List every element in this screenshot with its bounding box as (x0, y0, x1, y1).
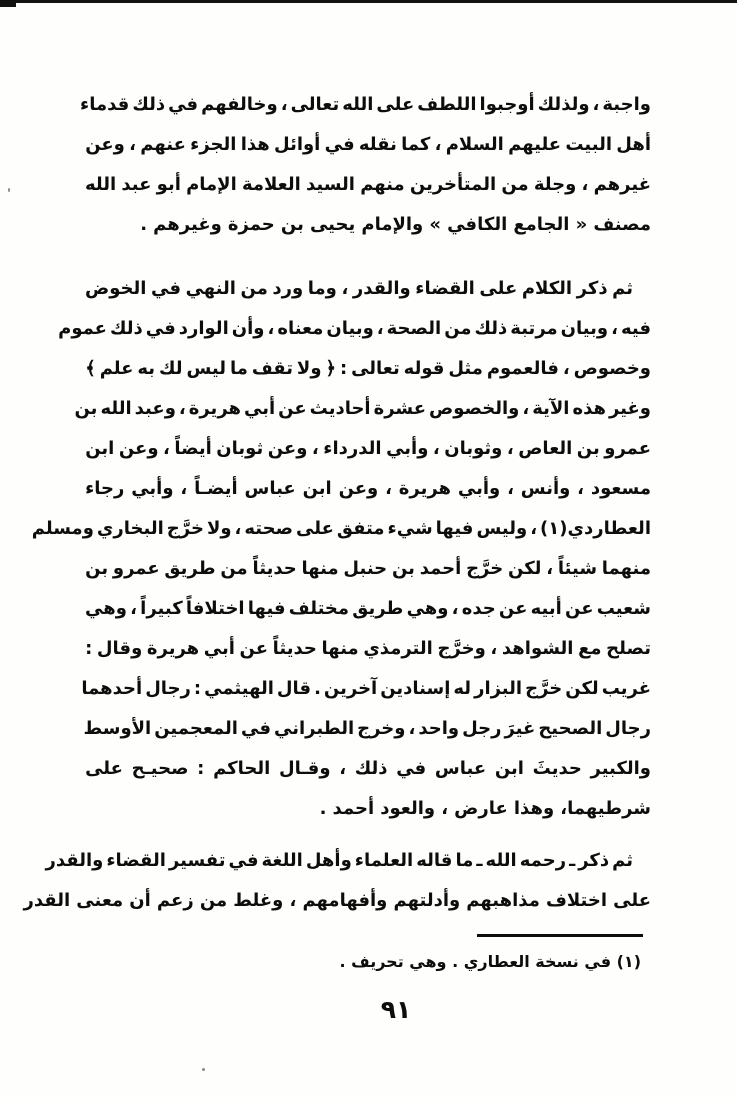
word: وخرج (357, 717, 406, 739)
word: شعيب (596, 597, 651, 619)
word: وهي (406, 597, 449, 619)
word: البزار (474, 677, 523, 699)
word: رحمه (519, 849, 567, 871)
word: الأوسط (83, 717, 152, 739)
word: الآية (532, 397, 570, 419)
word: شيئاً (557, 557, 598, 579)
word: طريق (352, 597, 404, 619)
word: الحاكم (213, 757, 271, 779)
word: أن (129, 889, 151, 911)
word: ما (229, 357, 248, 379)
word: ، (434, 133, 442, 155)
word: منها (321, 637, 359, 659)
word: . (140, 213, 148, 235)
word: والكبير (590, 757, 651, 779)
word: ، (311, 437, 319, 459)
word: القدر (23, 889, 71, 911)
word: فالعموم (486, 357, 559, 379)
text-line (80, 84, 651, 124)
word: عشرة (373, 397, 427, 419)
footnote-separator (477, 934, 643, 937)
word: ذلك (132, 93, 166, 115)
word: آخرين (323, 677, 378, 699)
word: ابن (494, 757, 524, 779)
word: ، (546, 557, 554, 579)
word: رجال (605, 717, 651, 739)
word: زعم (156, 889, 194, 911)
word: الكلام (521, 277, 573, 299)
word: الشواهد (501, 637, 574, 659)
word: متفق (336, 517, 385, 539)
word: عموم (58, 317, 107, 339)
word: صحته (244, 517, 294, 539)
word: ، (180, 477, 188, 499)
word: وهي (85, 597, 127, 619)
word: أحمد (419, 557, 462, 579)
word: ولا (206, 517, 232, 539)
word: ، (581, 173, 589, 195)
word: بن (391, 557, 415, 579)
word: تقف (251, 357, 293, 379)
word: على (85, 757, 123, 779)
word: أبو (156, 173, 181, 195)
word: من (199, 889, 228, 911)
word: شرطيهما، (560, 797, 651, 819)
word: وأنس (520, 477, 571, 499)
word: وخصوص (573, 357, 651, 379)
word: معناه (277, 317, 324, 339)
word: خرَّج (166, 517, 204, 539)
word: عمرو (112, 557, 160, 579)
word: تعالى (290, 93, 340, 115)
word: وأدلتهم (393, 889, 461, 911)
word: النهي (185, 277, 236, 299)
word: عن (498, 597, 528, 619)
word: فيه (620, 317, 651, 339)
word: العلامة (241, 173, 301, 195)
word: الدرداء (323, 437, 382, 459)
word: الصحيح (538, 717, 603, 739)
word: ذلك (354, 757, 388, 779)
word: كبيراً (140, 597, 183, 619)
word: ثم (612, 849, 633, 871)
word: ، (339, 757, 347, 779)
word: حديثاً (272, 637, 317, 659)
word: أحدهما (81, 677, 143, 699)
word: تفسير (168, 849, 226, 871)
word: والخصوص (429, 397, 520, 419)
word: على (296, 517, 334, 539)
word: والإمام (361, 213, 424, 235)
word: العطاردي(١) (540, 517, 651, 539)
word: وغير (608, 397, 651, 419)
word: أيضـاً (194, 477, 238, 499)
word: اللطف (417, 93, 477, 115)
word: ، (341, 277, 349, 299)
word: لكن (508, 557, 542, 579)
word: وعن (267, 437, 308, 459)
word: شيء (387, 517, 433, 539)
word: رجل (462, 717, 502, 739)
word: ، (451, 597, 459, 619)
word: البيت (565, 133, 613, 155)
word: علم (99, 357, 134, 379)
word: هذه (572, 397, 606, 419)
word: اختلافاً (185, 597, 245, 619)
text-line (85, 164, 651, 204)
word: حنبل (343, 557, 388, 579)
word: غيرهم (593, 173, 651, 195)
text-line (81, 668, 651, 708)
word: المعجمين (154, 717, 238, 739)
word: تعالى (351, 357, 400, 379)
word: ثم (612, 277, 633, 299)
word: هريرة (188, 397, 241, 419)
word: عن (278, 397, 307, 419)
word: رجال (145, 677, 191, 699)
word: منهم (360, 173, 405, 195)
word: منها (301, 557, 339, 579)
word: ، (562, 357, 570, 379)
word: حمزة (227, 213, 275, 235)
word: ما (455, 849, 474, 871)
word: وثوبان (444, 437, 503, 459)
word: وأن (231, 317, 265, 339)
paragraph (80, 84, 651, 244)
word: هريرة (398, 477, 452, 499)
word: إسنادين (380, 677, 451, 699)
word: ورد (272, 277, 304, 299)
word: معنى (76, 889, 124, 911)
text-line (58, 308, 651, 348)
word: الله (100, 397, 132, 419)
word: غيرَ (504, 717, 536, 739)
word: أبيه (530, 597, 562, 619)
word: وأفهامهم (302, 889, 388, 911)
word: وعن (118, 437, 159, 459)
word: وأبي (457, 477, 501, 499)
word: وخرَّج (437, 637, 486, 659)
word: ولا (296, 357, 322, 379)
word: الله (485, 849, 517, 871)
word: حديثَ (532, 757, 582, 779)
word: ذكر (576, 277, 608, 299)
word: ، (280, 93, 288, 115)
text-line (85, 748, 651, 788)
word: في (145, 317, 176, 339)
word: ليس (186, 357, 227, 379)
word: ، (490, 637, 498, 659)
word: ، (178, 397, 186, 419)
text-line (85, 428, 651, 468)
word: الطبراني (273, 717, 355, 739)
text-line (85, 628, 651, 668)
word: ، (522, 397, 530, 419)
word: ، (376, 317, 384, 339)
word: ذكر (578, 849, 610, 871)
word: قوله (403, 357, 445, 379)
text-block (23, 84, 651, 1024)
word: ، (130, 597, 137, 619)
word: عباس (244, 477, 296, 499)
word: . (314, 677, 321, 699)
word: أبي (203, 637, 235, 659)
word: ولذلك (537, 93, 590, 115)
word: الهيثمي (204, 677, 274, 699)
text-line (85, 204, 651, 244)
word: صحيـح (131, 757, 189, 779)
text-line (85, 588, 651, 628)
word: كما (401, 133, 431, 155)
paragraph (31, 268, 651, 828)
text-line (31, 508, 651, 548)
word: ، (432, 437, 440, 459)
word: عمرو (604, 437, 651, 459)
word: عن (239, 637, 269, 659)
text-line (85, 788, 651, 828)
word: في (228, 849, 259, 871)
word: . (319, 797, 327, 819)
word: وغيرهم (153, 213, 222, 235)
text-line (85, 124, 651, 164)
word: وغلط (233, 889, 284, 911)
word: مثل (448, 357, 483, 379)
word: يحيى (309, 213, 356, 235)
word: : (85, 637, 93, 659)
word: أوجبوا (479, 93, 535, 115)
word: السلام (445, 133, 504, 155)
word: الله (85, 173, 117, 195)
text-line (85, 268, 651, 308)
word: في (151, 277, 182, 299)
word: ، (577, 477, 584, 499)
word: ذلك (474, 317, 508, 339)
word: على (613, 889, 651, 911)
word: ﴾ (85, 357, 96, 379)
word: على (479, 277, 518, 299)
word: وعبد (134, 397, 176, 419)
word: وقال (96, 637, 143, 659)
word: بن (74, 397, 98, 419)
word: أيضاً (174, 437, 212, 459)
word: أبي (244, 397, 276, 419)
word: عنهم (140, 133, 186, 155)
word: وقـال (279, 757, 331, 779)
word: ، (530, 517, 538, 539)
word: عارض (454, 797, 508, 819)
word: ، (129, 133, 136, 155)
word: وبيان (326, 317, 374, 339)
word: قدماء (80, 93, 130, 115)
scan-speck (202, 1068, 205, 1071)
body-text (23, 84, 651, 920)
word: بن (85, 557, 109, 579)
word: وأبي (386, 437, 429, 459)
word: ، (289, 889, 297, 911)
word: طريق (164, 557, 216, 579)
word: واجبة (602, 93, 651, 115)
word: وما (307, 277, 337, 299)
word: وخالفهم (201, 93, 278, 115)
word: رجاء (85, 477, 125, 499)
word: خرَّج (466, 557, 504, 579)
word: أوائل (274, 133, 321, 155)
word: وهذا (513, 797, 555, 819)
footnote-block (85, 934, 651, 971)
word: غريب (601, 677, 651, 699)
word: المتأخرين (409, 173, 497, 195)
word: هذا (240, 133, 270, 155)
footnote-text: (١) في نسخة العطاري . وهي تحريف . (339, 952, 641, 971)
word: نقله (358, 133, 397, 155)
word: به (137, 357, 156, 379)
text-line (85, 468, 651, 508)
word: الجامع (513, 213, 570, 235)
text-line (85, 348, 651, 388)
word: في (324, 133, 355, 155)
page-number: ٩١ (380, 995, 412, 1024)
word: « (575, 213, 588, 235)
word: ذلك (109, 317, 143, 339)
word: والعود (380, 797, 436, 819)
word: وجلة (533, 173, 577, 195)
word: ، (441, 797, 449, 819)
word: أحمد (332, 797, 375, 819)
word: ثوبان (216, 437, 264, 459)
word: » (429, 213, 441, 235)
word: جده (461, 597, 496, 619)
word: وأبي (131, 477, 174, 499)
word: ، (611, 317, 618, 339)
word: ، (592, 93, 600, 115)
word: ، (267, 317, 275, 339)
word: مع (578, 637, 602, 659)
word: : (197, 757, 205, 779)
word: هريرة (146, 637, 200, 659)
word: الخوض (85, 277, 147, 299)
word: الجزء (190, 133, 237, 155)
word: لك (159, 357, 183, 379)
word: : (339, 357, 348, 379)
word: منهما (601, 557, 651, 579)
word: فيها (247, 597, 286, 619)
word: عن (565, 597, 594, 619)
scan-corner-artifact (0, 0, 16, 7)
word: ، (234, 517, 242, 539)
word: وعن (338, 477, 379, 499)
word: ـ (569, 849, 576, 871)
word: ، (408, 717, 416, 739)
word: ابن (85, 437, 115, 459)
word: ، (385, 477, 392, 499)
word: مصنف (593, 213, 651, 235)
word: ومسلم (31, 517, 94, 539)
paragraph (23, 840, 651, 920)
word: واحد (418, 717, 460, 739)
word: ـ (476, 849, 483, 871)
word: تصلح (606, 637, 651, 659)
word: ، (506, 437, 514, 459)
word: عباس (434, 757, 487, 779)
word: الإمام (186, 173, 237, 195)
word: ﴿ (325, 357, 336, 379)
word: : (193, 677, 202, 699)
top-edge-scan-line (0, 0, 737, 3)
word: من (444, 317, 472, 339)
word: من (220, 557, 248, 579)
word: حديثاً (252, 557, 297, 579)
word: اختلاف (545, 889, 608, 911)
word: والقدر (352, 277, 411, 299)
word: أحاديث (309, 397, 371, 419)
word: قاله (416, 849, 453, 871)
word: عبد (121, 173, 152, 195)
word: مختلف (288, 597, 350, 619)
text-line (85, 708, 651, 748)
word: القضاء (106, 849, 166, 871)
word: اللغة (261, 849, 303, 871)
word: العلماء (354, 849, 414, 871)
word: مسعود (590, 477, 651, 499)
word: له (453, 677, 472, 699)
word: الكافي (447, 213, 508, 235)
word: بن (576, 437, 600, 459)
word: البخاري (96, 517, 164, 539)
word: في (168, 93, 199, 115)
word: على (376, 93, 415, 115)
word: وأهل (305, 849, 352, 871)
word: بن (280, 213, 304, 235)
word: مذاهبهم (466, 889, 540, 911)
word: أهل (616, 133, 651, 155)
word: ، (163, 437, 170, 459)
word: في (240, 717, 271, 739)
word: العاص (518, 437, 573, 459)
text-line (74, 388, 651, 428)
scan-speck (8, 188, 10, 192)
word: مرتبة (510, 317, 558, 339)
word: فيها (435, 517, 474, 539)
word: ابن (302, 477, 332, 499)
word: خرَّج (525, 677, 563, 699)
word: الله (342, 93, 374, 115)
word: من (240, 277, 268, 299)
word: ، (507, 477, 514, 499)
word: الصحة (386, 317, 442, 339)
word: القضاء (415, 277, 475, 299)
text-line (45, 840, 651, 880)
text-line (23, 880, 651, 920)
text-line (85, 548, 651, 588)
word: وعن (85, 133, 125, 155)
word: في (396, 757, 427, 779)
word: لكن (565, 677, 599, 699)
word: والقدر (45, 849, 104, 871)
word: وبيان (560, 317, 609, 339)
word: الترمذي (363, 637, 433, 659)
word: عليهم (508, 133, 562, 155)
word: من (501, 173, 529, 195)
word: وليس (476, 517, 528, 539)
word: قال (276, 677, 312, 699)
word: السيد (305, 173, 355, 195)
word: الوارد (178, 317, 229, 339)
